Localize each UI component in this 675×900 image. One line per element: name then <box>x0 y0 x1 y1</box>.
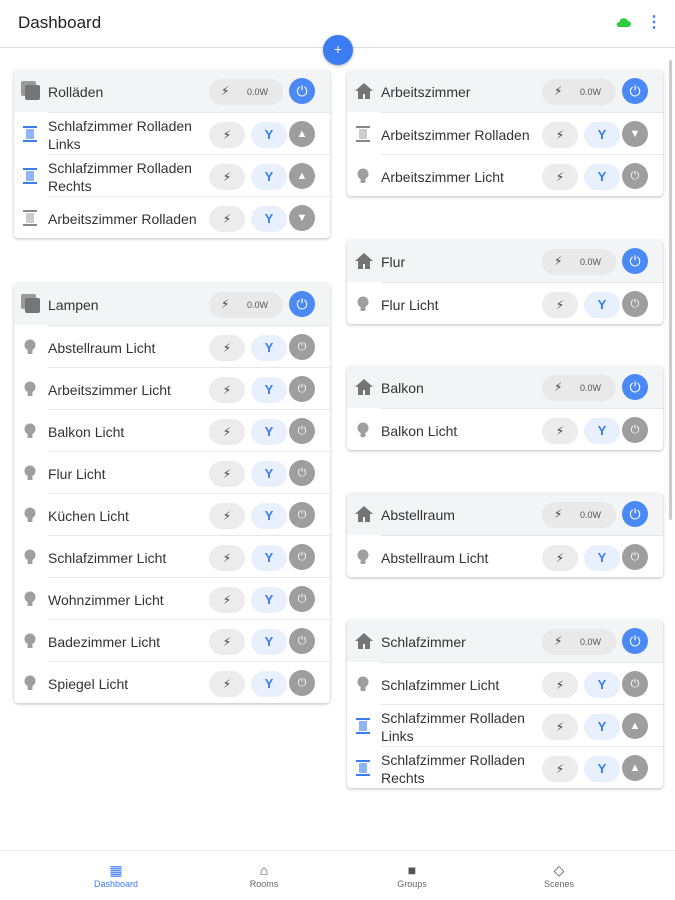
home-icon: ⌂ <box>259 862 269 878</box>
power-value: 0.0W <box>580 510 602 520</box>
connection-icon[interactable]: Y <box>251 164 287 190</box>
connection-icon[interactable]: Y <box>584 122 620 148</box>
power-history-button[interactable]: ⚡︎ <box>209 419 245 445</box>
groups-icon: ■ <box>407 862 417 878</box>
grid-icon: ▦ <box>109 862 123 878</box>
power-value: 0.0W <box>580 383 602 393</box>
power-history-button[interactable]: ⚡︎ <box>209 335 245 361</box>
list-item[interactable] <box>48 535 330 577</box>
blind-icon <box>21 209 39 227</box>
scrollbar[interactable] <box>669 60 672 520</box>
home-icon <box>354 81 374 101</box>
bolt-icon: ⚡︎ <box>221 84 230 98</box>
power-toggle[interactable]: ⏻ <box>622 163 648 189</box>
list-item[interactable] <box>48 409 330 451</box>
power-history-button[interactable]: ⚡︎ <box>542 164 578 190</box>
connection-icon[interactable]: Y <box>251 545 287 571</box>
power-history-button[interactable]: ⚡︎ <box>209 461 245 487</box>
list-item[interactable] <box>381 704 663 746</box>
connection-icon[interactable]: Y <box>251 503 287 529</box>
connection-icon[interactable]: Y <box>584 164 620 190</box>
bolt-icon: ⚡︎ <box>554 634 563 648</box>
blind-up-button[interactable]: ▲ <box>289 163 315 189</box>
power-toggle[interactable]: ⏻ <box>622 544 648 570</box>
cloud-icon[interactable] <box>615 17 631 27</box>
card-title: Flur <box>381 254 406 270</box>
home-icon <box>354 504 374 524</box>
power-history-button[interactable]: ⚡︎ <box>209 671 245 697</box>
power-toggle[interactable]: ⏻ <box>289 544 315 570</box>
power-toggle[interactable]: ⏻ <box>289 334 315 360</box>
power-history-button[interactable]: ⚡︎ <box>209 377 245 403</box>
connection-icon[interactable]: Y <box>251 419 287 445</box>
group-power-button[interactable]: ⏻ <box>622 248 648 274</box>
nav-label: Groups <box>397 879 427 889</box>
add-button[interactable]: + <box>323 35 353 65</box>
card-rolläden <box>14 70 330 238</box>
home-icon <box>354 377 374 397</box>
power-consumption <box>209 292 283 318</box>
card-header <box>347 240 663 282</box>
power-toggle[interactable]: ⏻ <box>289 670 315 696</box>
power-history-button[interactable]: ⚡︎ <box>542 714 578 740</box>
power-history-button[interactable]: ⚡︎ <box>209 587 245 613</box>
bolt-icon: ⚡︎ <box>554 507 563 521</box>
blind-icon <box>354 759 372 777</box>
connection-icon[interactable]: Y <box>584 292 620 318</box>
power-toggle[interactable]: ⏻ <box>289 460 315 486</box>
power-toggle[interactable]: ⏻ <box>289 376 315 402</box>
card-title: Lampen <box>48 297 99 313</box>
group-power-button[interactable]: ⏻ <box>622 374 648 400</box>
connection-icon[interactable]: Y <box>251 671 287 697</box>
bulb-icon <box>354 421 372 439</box>
item-name: Schlafzimmer Rolladen Links <box>381 710 525 744</box>
item-name: Balkon Licht <box>48 424 125 440</box>
bulb-icon <box>354 167 372 185</box>
bulb-icon <box>354 548 372 566</box>
bolt-icon: ⚡︎ <box>554 84 563 98</box>
group-power-button[interactable]: ⏻ <box>622 501 648 527</box>
bulb-icon <box>21 380 39 398</box>
power-value: 0.0W <box>580 637 602 647</box>
power-history-button[interactable]: ⚡︎ <box>542 122 578 148</box>
card-header <box>347 493 663 535</box>
bulb-icon <box>21 422 39 440</box>
item-name: Schlafzimmer Rolladen Links <box>48 118 192 152</box>
power-history-button[interactable]: ⚡︎ <box>542 545 578 571</box>
power-toggle[interactable]: ⏻ <box>622 671 648 697</box>
power-value: 0.0W <box>247 300 269 310</box>
card-title: Abstellraum <box>381 507 455 523</box>
power-toggle[interactable]: ⏻ <box>622 291 648 317</box>
item-name: Spiegel Licht <box>48 676 129 692</box>
bolt-icon: ⚡︎ <box>221 297 230 311</box>
nav-groups[interactable] <box>362 861 462 889</box>
card-title: Rolläden <box>48 84 104 100</box>
card-header <box>14 283 330 325</box>
card-balkon <box>347 366 663 450</box>
power-history-button[interactable]: ⚡︎ <box>209 503 245 529</box>
nav-label: Rooms <box>249 879 279 889</box>
item-name: Arbeitszimmer Licht <box>381 169 504 185</box>
list-item[interactable] <box>48 367 330 409</box>
blind-icon <box>21 167 39 185</box>
item-name: Flur Licht <box>48 466 106 482</box>
list-item[interactable] <box>381 746 663 788</box>
blind-up-button[interactable]: ▲ <box>622 713 648 739</box>
home-icon <box>354 251 374 271</box>
bulb-icon <box>21 674 39 692</box>
group-icon <box>21 294 41 314</box>
item-name: Schlafzimmer Licht <box>381 677 500 693</box>
nav-rooms[interactable] <box>214 861 314 889</box>
power-value: 0.0W <box>580 257 602 267</box>
bottom-nav <box>0 850 675 900</box>
connection-icon[interactable]: Y <box>584 714 620 740</box>
nav-label: Scenes <box>543 879 575 889</box>
card-header <box>347 70 663 112</box>
power-consumption <box>209 79 283 105</box>
card-flur <box>347 240 663 324</box>
nav-label: Dashboard <box>93 879 139 889</box>
card-schlafzimmer <box>347 620 663 788</box>
item-name: Schlafzimmer Rolladen Rechts <box>381 752 525 786</box>
power-toggle[interactable]: ⏻ <box>289 502 315 528</box>
bulb-icon <box>21 590 39 608</box>
bolt-icon: ⚡︎ <box>554 380 563 394</box>
power-value: 0.0W <box>580 87 602 97</box>
list-item[interactable] <box>48 112 330 154</box>
item-name: Schlafzimmer Licht <box>48 550 167 566</box>
card-title: Arbeitszimmer <box>381 84 471 100</box>
connection-icon[interactable]: Y <box>251 206 287 232</box>
scenes-icon: ◇ <box>553 862 565 878</box>
power-consumption <box>542 79 616 105</box>
list-item[interactable] <box>381 535 663 577</box>
card-header <box>347 620 663 662</box>
list-item[interactable] <box>48 154 330 196</box>
item-name: Schlafzimmer Rolladen Rechts <box>48 160 192 194</box>
blind-down-button[interactable]: ▼ <box>622 121 648 147</box>
blind-up-button[interactable]: ▲ <box>289 121 315 147</box>
list-item[interactable] <box>381 662 663 704</box>
power-history-button[interactable]: ⚡︎ <box>209 206 245 232</box>
card-title: Balkon <box>381 380 424 396</box>
power-history-button[interactable]: ⚡︎ <box>542 672 578 698</box>
power-history-button[interactable]: ⚡︎ <box>542 292 578 318</box>
card-abstellraum <box>347 493 663 577</box>
list-item[interactable] <box>381 408 663 450</box>
item-name: Arbeitszimmer Licht <box>48 382 171 398</box>
blind-up-button[interactable]: ▲ <box>622 755 648 781</box>
group-icon <box>21 81 41 101</box>
group-power-button[interactable]: ⏻ <box>622 78 648 104</box>
card-header <box>347 366 663 408</box>
item-name: Abstellraum Licht <box>381 550 489 566</box>
list-item[interactable] <box>48 577 330 619</box>
list-item[interactable] <box>381 282 663 324</box>
list-item[interactable] <box>48 619 330 661</box>
item-name: Arbeitszimmer Rolladen <box>48 211 197 227</box>
list-item[interactable] <box>48 196 330 238</box>
power-toggle[interactable]: ⏻ <box>289 418 315 444</box>
power-history-button[interactable]: ⚡︎ <box>542 756 578 782</box>
group-power-button[interactable]: ⏻ <box>289 78 315 104</box>
power-history-button[interactable]: ⚡︎ <box>209 164 245 190</box>
power-value: 0.0W <box>247 87 269 97</box>
item-name: Badezimmer Licht <box>48 634 161 650</box>
connection-icon[interactable]: Y <box>584 756 620 782</box>
card-lampen <box>14 283 330 703</box>
power-history-button[interactable]: ⚡︎ <box>209 122 245 148</box>
list-item[interactable] <box>48 451 330 493</box>
connection-icon[interactable]: Y <box>251 629 287 655</box>
nav-dashboard[interactable] <box>66 861 166 889</box>
more-menu-icon[interactable]: ⋮ <box>646 14 662 31</box>
connection-icon[interactable]: Y <box>584 418 620 444</box>
blind-icon <box>354 717 372 735</box>
power-toggle[interactable]: ⏻ <box>289 628 315 654</box>
home-icon <box>354 631 374 651</box>
connection-icon[interactable]: Y <box>584 672 620 698</box>
power-consumption <box>542 375 616 401</box>
item-name: Arbeitszimmer Rolladen <box>381 127 530 143</box>
item-name: Wohnzimmer Licht <box>48 592 164 608</box>
connection-icon[interactable]: Y <box>251 461 287 487</box>
power-history-button[interactable]: ⚡︎ <box>209 545 245 571</box>
bulb-icon <box>21 632 39 650</box>
bulb-icon <box>21 338 39 356</box>
blind-down-button[interactable]: ▼ <box>289 205 315 231</box>
bulb-icon <box>21 464 39 482</box>
power-consumption <box>542 629 616 655</box>
bulb-icon <box>354 675 372 693</box>
item-name: Balkon Licht <box>381 423 458 439</box>
bulb-icon <box>354 295 372 313</box>
list-item[interactable] <box>381 154 663 196</box>
list-item[interactable] <box>48 661 330 703</box>
power-consumption <box>542 249 616 275</box>
power-toggle[interactable]: ⏻ <box>622 417 648 443</box>
connection-icon[interactable]: Y <box>251 377 287 403</box>
power-consumption <box>542 502 616 528</box>
connection-icon[interactable]: Y <box>251 122 287 148</box>
nav-scenes[interactable] <box>509 861 609 889</box>
card-title: Schlafzimmer <box>381 634 466 650</box>
power-history-button[interactable]: ⚡︎ <box>542 418 578 444</box>
power-toggle[interactable]: ⏻ <box>289 586 315 612</box>
blind-icon <box>354 125 372 143</box>
list-item[interactable] <box>381 112 663 154</box>
bulb-icon <box>21 506 39 524</box>
item-name: Abstellraum Licht <box>48 340 156 356</box>
power-history-button[interactable]: ⚡︎ <box>209 629 245 655</box>
page-title: Dashboard <box>18 13 102 32</box>
item-name: Küchen Licht <box>48 508 129 524</box>
group-power-button[interactable]: ⏻ <box>622 628 648 654</box>
connection-icon[interactable]: Y <box>251 587 287 613</box>
list-item[interactable] <box>48 493 330 535</box>
connection-icon[interactable]: Y <box>584 545 620 571</box>
list-item[interactable] <box>48 325 330 367</box>
item-name: Flur Licht <box>381 297 439 313</box>
connection-icon[interactable]: Y <box>251 335 287 361</box>
bulb-icon <box>21 548 39 566</box>
card-header <box>14 70 330 112</box>
card-arbeitszimmer <box>347 70 663 196</box>
bolt-icon: ⚡︎ <box>554 254 563 268</box>
group-power-button[interactable]: ⏻ <box>289 291 315 317</box>
blind-icon <box>21 125 39 143</box>
